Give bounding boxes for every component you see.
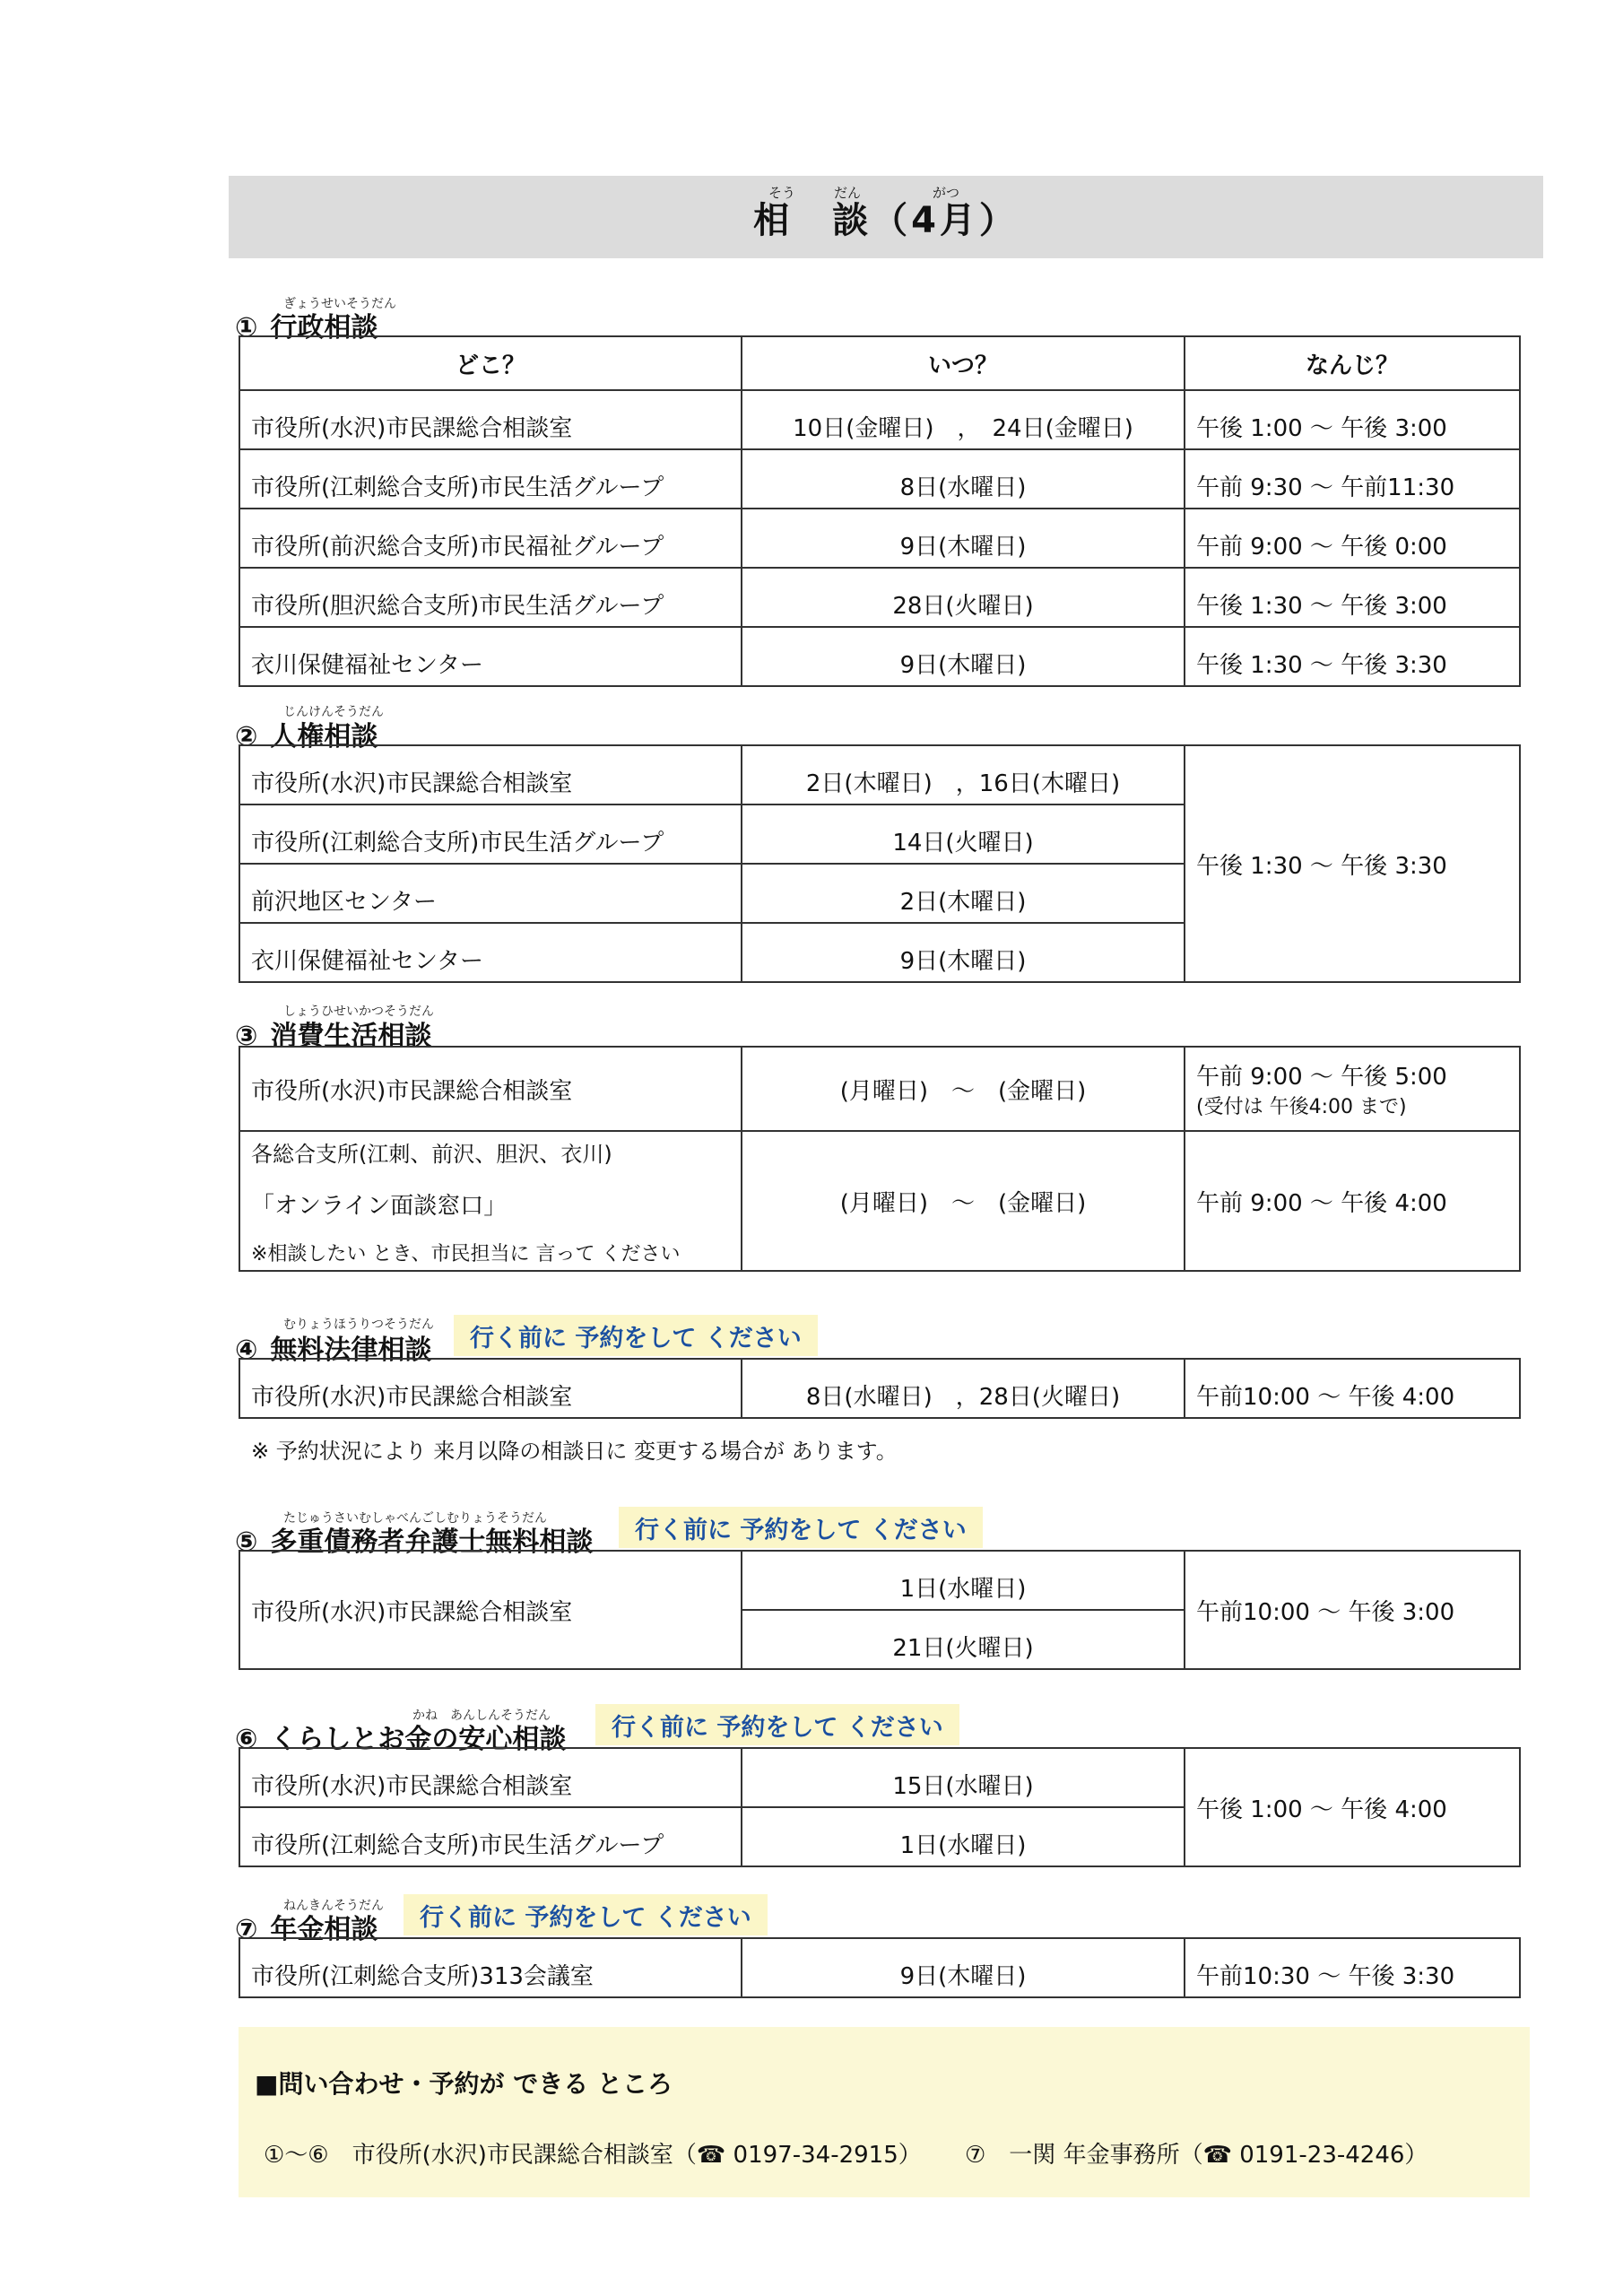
sec4-footnote: ※ 予約状況により 来月以降の相談日に 変更する場合が あります。 xyxy=(251,1439,898,1464)
table-row xyxy=(239,1551,1520,1610)
sec6-ruby: かね あんしんそうだん xyxy=(412,1709,551,1723)
time-cell: 午前 9:00 ～ 午後 0:00 xyxy=(1185,509,1520,568)
time-cell: 午前10:00 ～ 午後 3:00 xyxy=(1185,1551,1520,1669)
contact-line-2: ⑦ 一関 年金事務所（☎ 0191-23-4246） xyxy=(965,2142,1428,2169)
place-cell: 市役所(江刺総合支所)市民生活グループ xyxy=(239,804,742,864)
place-line-2: 「オンライン面談窓口」 xyxy=(251,1192,508,1220)
place-cell: 市役所(胆沢総合支所)市民生活グループ xyxy=(239,568,742,627)
place-cell: 市役所(水沢)市民課総合相談室 xyxy=(239,1748,742,1807)
sec3-num: ③ xyxy=(235,1021,258,1052)
time-text: 午前 9:00 ～ 午後 5:00 xyxy=(1196,1064,1447,1091)
sec2-ruby: じんけんそうだん xyxy=(283,705,384,719)
sec7-ruby: ねんきんそうだん xyxy=(283,1899,384,1913)
when-cell: 9日(木曜日) xyxy=(742,923,1185,982)
sec2-num: ② xyxy=(235,721,258,752)
place-cell: 市役所(水沢)市民課総合相談室 xyxy=(239,1047,742,1131)
place-cell: 市役所(江刺総合支所)313会議室 xyxy=(239,1938,742,1997)
place-cell: 前沢地区センター xyxy=(239,864,742,923)
sec7-num: ⑦ xyxy=(235,1914,258,1945)
time-note: (受付は 午後4:00 まで) xyxy=(1196,1096,1407,1118)
sec6-reservation-note: 行く前に 予約をして ください xyxy=(595,1704,959,1745)
header-when: いつ？ xyxy=(742,336,1185,390)
place-cell: 市役所(水沢)市民課総合相談室 xyxy=(239,745,742,804)
title-ruby-3: がつ xyxy=(933,185,960,201)
place-cell: 市役所(水沢)市民課総合相談室 xyxy=(239,1551,742,1669)
sec6-num: ⑥ xyxy=(235,1724,258,1755)
sec5-reservation-note: 行く前に 予約をして ください xyxy=(619,1507,983,1548)
sec5-num: ⑤ xyxy=(235,1526,258,1558)
sec6-name: くらしとお金の安心相談 xyxy=(270,1724,567,1755)
table-row xyxy=(239,627,1520,686)
sec4-ruby: むりょうほうりつそうだん xyxy=(283,1318,434,1332)
page-title-bar xyxy=(229,176,1543,258)
when-cell: 8日(水曜日) xyxy=(742,449,1185,509)
sec2-name: 人権相談 xyxy=(270,721,378,752)
place-cell: 市役所(水沢)市民課総合相談室 xyxy=(239,1359,742,1418)
place-line-1: 各総合支所(江刺、前沢、胆沢、衣川) xyxy=(251,1141,612,1167)
time-cell: 午前10:30 ～ 午後 3:30 xyxy=(1185,1938,1520,1997)
place-cell: 衣川保健福祉センター xyxy=(239,627,742,686)
sec2-table xyxy=(239,744,1521,983)
when-cell: 2日(木曜日) xyxy=(742,864,1185,923)
table-row xyxy=(239,1131,1520,1271)
when-cell: 21日(火曜日) xyxy=(742,1610,1185,1669)
place-cell xyxy=(239,1131,742,1271)
sec3-name: 消費生活相談 xyxy=(270,1021,432,1052)
sec7-table xyxy=(239,1937,1521,1998)
place-cell: 市役所(前沢総合支所)市民福祉グループ xyxy=(239,509,742,568)
title-ruby-2: だん xyxy=(834,185,862,201)
when-cell: 1日(水曜日) xyxy=(742,1807,1185,1866)
place-line-3: ※相談したい とき、市民担当に 言って ください xyxy=(251,1242,681,1265)
sec5-name: 多重債務者弁護士無料相談 xyxy=(270,1526,594,1558)
place-cell: 市役所(江刺総合支所)市民生活グループ xyxy=(239,1807,742,1866)
contact-line-1: ①～⑥ 市役所(水沢)市民課総合相談室（☎ 0197-34-2915） xyxy=(264,2142,922,2169)
sec4-reservation-note: 行く前に 予約をして ください xyxy=(454,1315,818,1356)
table-row xyxy=(239,509,1520,568)
time-cell: 午後 1:30 ～ 午後 3:00 xyxy=(1185,568,1520,627)
time-cell: 午後 1:30 ～ 午後 3:30 xyxy=(1185,745,1520,982)
sec4-table xyxy=(239,1358,1521,1419)
table-row xyxy=(239,568,1520,627)
sec3-ruby: しょうひせいかつそうだん xyxy=(283,1004,434,1019)
sec1-table xyxy=(239,335,1521,687)
contact-heading: ■問い合わせ・予約が できる ところ xyxy=(255,2069,673,2099)
sec5-table xyxy=(239,1550,1521,1670)
when-cell: 9日(木曜日) xyxy=(742,627,1185,686)
place-cell: 市役所(江刺総合支所)市民生活グループ xyxy=(239,449,742,509)
contact-box xyxy=(239,2027,1530,2197)
when-cell: 15日(水曜日) xyxy=(742,1748,1185,1807)
when-cell: (月曜日) ～ (金曜日) xyxy=(742,1131,1185,1271)
table-row xyxy=(239,1047,1520,1131)
time-cell: 午前 9:30 ～ 午前11:30 xyxy=(1185,449,1520,509)
sec5-ruby: たじゅうさいむしゃべんごしむりょうそうだん xyxy=(283,1511,547,1526)
sec7-reservation-note: 行く前に 予約をして ください xyxy=(404,1894,768,1935)
when-cell: 14日(火曜日) xyxy=(742,804,1185,864)
table-header-row xyxy=(239,336,1520,390)
when-cell: 10日(金曜日) ， 24日(金曜日) xyxy=(742,390,1185,449)
table-row xyxy=(239,745,1520,804)
table-row xyxy=(239,390,1520,449)
table-row xyxy=(239,449,1520,509)
sec4-num: ④ xyxy=(235,1335,258,1366)
place-cell: 市役所(水沢)市民課総合相談室 xyxy=(239,390,742,449)
table-row xyxy=(239,1748,1520,1807)
sec6-table xyxy=(239,1747,1521,1867)
time-cell: 午後 1:00 ～ 午後 4:00 xyxy=(1185,1748,1520,1866)
time-cell: 午後 1:00 ～ 午後 3:00 xyxy=(1185,390,1520,449)
time-cell xyxy=(1185,1047,1520,1131)
table-row xyxy=(239,1938,1520,1997)
header-where: どこ？ xyxy=(239,336,742,390)
when-cell: 9日(木曜日) xyxy=(742,1938,1185,1997)
sec4-name: 無料法律相談 xyxy=(270,1335,432,1366)
time-cell: 午後 1:30 ～ 午後 3:30 xyxy=(1185,627,1520,686)
when-cell: 8日(水曜日) ，28日(火曜日) xyxy=(742,1359,1185,1418)
when-cell: 28日(火曜日) xyxy=(742,568,1185,627)
title-ruby-1: そう xyxy=(768,185,796,201)
when-cell: (月曜日) ～ (金曜日) xyxy=(742,1047,1185,1131)
sec7-name: 年金相談 xyxy=(270,1914,378,1945)
header-time: なんじ？ xyxy=(1185,336,1520,390)
place-cell: 衣川保健福祉センター xyxy=(239,923,742,982)
when-cell: 9日(木曜日) xyxy=(742,509,1185,568)
when-cell: 2日(木曜日) ，16日(木曜日) xyxy=(742,745,1185,804)
time-cell: 午前10:00 ～ 午後 4:00 xyxy=(1185,1359,1520,1418)
sec1-ruby: ぎょうせいそうだん xyxy=(283,297,396,311)
when-cell: 1日(水曜日) xyxy=(742,1551,1185,1610)
sec1-num: ① xyxy=(235,312,258,344)
sec3-table xyxy=(239,1046,1521,1272)
time-cell: 午前 9:00 ～ 午後 4:00 xyxy=(1185,1131,1520,1271)
page-title: 相 談（4月） xyxy=(753,199,1019,241)
sec1-name: 行政相談 xyxy=(270,312,378,344)
table-row xyxy=(239,1359,1520,1418)
